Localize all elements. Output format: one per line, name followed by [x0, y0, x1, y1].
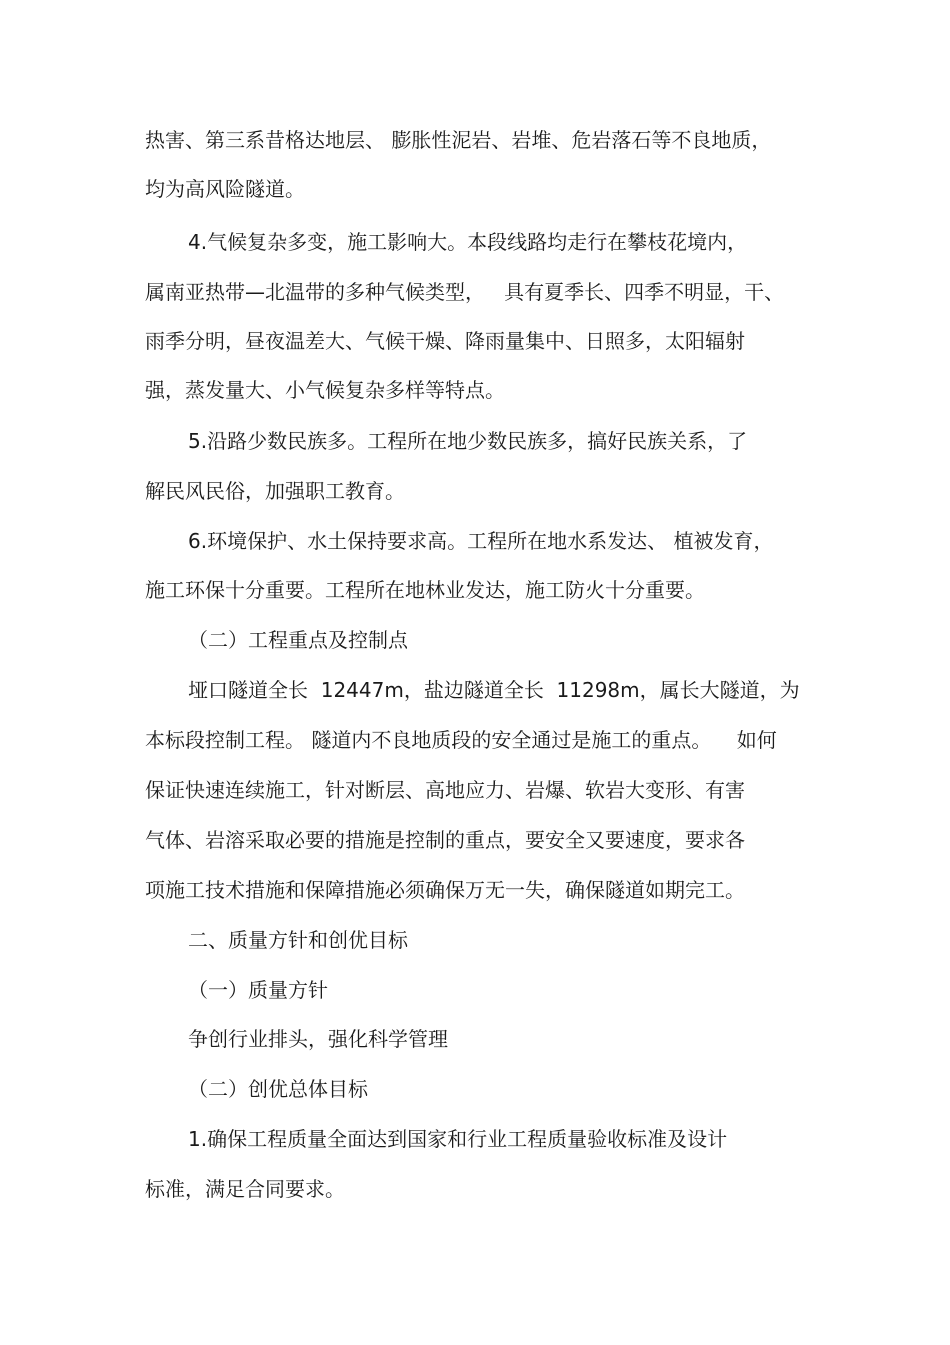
text-line: 项施工技术措施和保障措施必须确保万无一失，确保隧道如期完工。: [145, 878, 745, 902]
text-line: 气体、岩溶采取必要的措施是控制的重点，要安全又要速度，要求各: [145, 828, 745, 852]
text-line: 强，蒸发量大、小气候复杂多样等特点。: [145, 378, 505, 402]
text-line: 保证快速连续施工，针对断层、高地应力、岩爆、软岩大变形、有害: [145, 778, 745, 802]
section-heading: 二、质量方针和创优目标: [188, 928, 408, 952]
text-line: 雨季分明，昼夜温差大、气候干燥、降雨量集中、日照多，太阳辐射: [145, 329, 745, 353]
section-heading: （一）质量方针: [188, 978, 328, 1002]
text-line: 解民风民俗，加强职工教育。: [145, 479, 405, 503]
text-line: 标准，满足合同要求。: [145, 1177, 345, 1201]
text-line: 争创行业排头，强化科学管理: [188, 1027, 448, 1051]
text-line: 5.沿路少数民族多。工程所在地少数民族多，搞好民族关系，了: [188, 429, 748, 453]
text-line: 属南亚热带—北温带的多种气候类型， 具有夏季长、四季不明显，干、: [145, 280, 785, 304]
section-heading: （二）创优总体目标: [188, 1077, 368, 1101]
text-line: 本标段控制工程。 隧道内不良地质段的安全通过是施工的重点。 如何: [145, 728, 777, 752]
text-line: 垭口隧道全长 12447m，盐边隧道全长 11298m，属长大隧道，为: [188, 678, 800, 702]
text-line: 1.确保工程质量全面达到国家和行业工程质量验收标准及设计: [188, 1127, 728, 1151]
text-line: 4.气候复杂多变，施工影响大。本段线路均走行在攀枝花境内，: [188, 230, 748, 254]
text-line: 热害、第三系昔格达地层、 膨胀性泥岩、岩堆、危岩落石等不良地质，: [145, 128, 772, 152]
text-line: 均为高风险隧道。: [145, 177, 305, 201]
text-line: 施工环保十分重要。工程所在地林业发达，施工防火十分重要。: [145, 578, 705, 602]
text-line: 6.环境保护、水土保持要求高。工程所在地水系发达、 植被发育，: [188, 529, 774, 553]
section-heading: （二）工程重点及控制点: [188, 628, 408, 652]
